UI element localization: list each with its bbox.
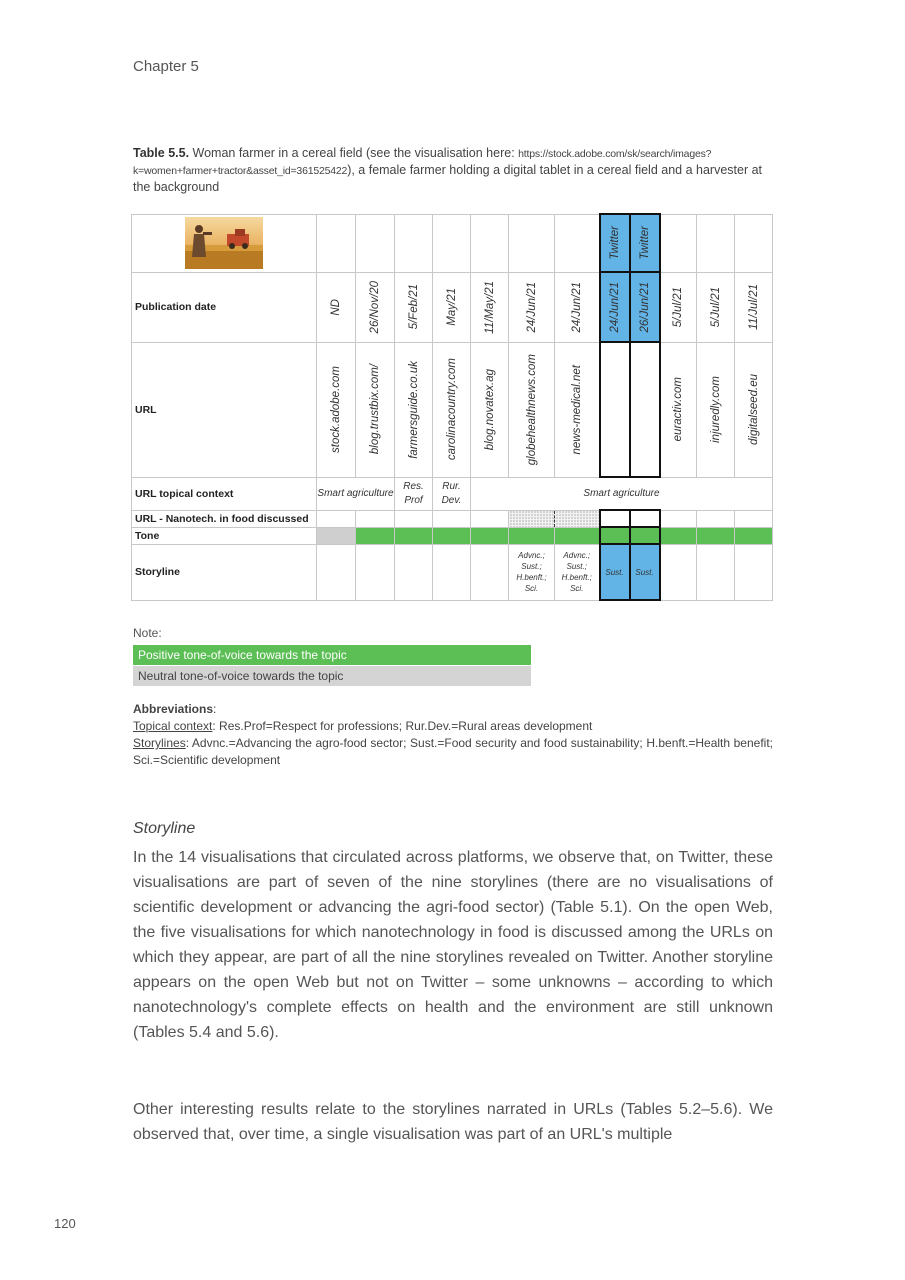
abbr-topical-text: : Res.Prof=Respect for professions; Rur.Dev.=Rural areas development — [212, 719, 593, 733]
abbreviations: Abbreviations: Topical context: Res.Prof=Respect for professions; Rur.Dev.=Rural areas development Storylines: Advnc.=Advancing the agro-food sector; Sust.=Food security and food sustainability; H.benft.=Health benefit; Sci.=Scientific development — [133, 702, 773, 767]
url-cell[interactable]: euractiv.com — [672, 377, 685, 442]
row-label-url: URL — [132, 342, 317, 477]
storyline-cell: Sust. — [630, 544, 660, 600]
date-cell: ND — [330, 298, 342, 316]
url-row — [132, 342, 773, 477]
date-cell: 24/Jun/21 — [525, 281, 538, 333]
tone-positive — [697, 527, 735, 544]
platform-cell — [600, 214, 630, 272]
date-row — [132, 272, 773, 342]
nanotech-row — [132, 510, 773, 527]
tone-neutral — [317, 527, 356, 544]
tone-row — [132, 527, 773, 544]
note-title: Note: — [133, 626, 162, 640]
topical-cell-resprof: Res. Prof — [395, 477, 433, 510]
platform-row — [132, 214, 773, 272]
tone-positive — [433, 527, 471, 544]
abbr-story-label: Storylines — [133, 736, 186, 750]
date-cell: 26/Jun/21 — [638, 281, 651, 333]
chapter-header: Chapter 5 — [133, 58, 199, 75]
date-cell: May/21 — [445, 288, 458, 326]
table-label: Table 5.5. — [133, 146, 190, 160]
row-label-nanotech: URL - Nanotech. in food discussed — [132, 510, 317, 527]
tone-positive — [600, 527, 630, 544]
page-number: 120 — [54, 1216, 76, 1231]
row-label-tone: Tone — [132, 527, 317, 544]
nanotech-marker — [555, 510, 600, 527]
storyline-cell: Advnc.; Sust.; H.benft.; Sci. — [555, 544, 600, 600]
url-cell[interactable]: stock.adobe.com — [330, 366, 342, 453]
url-cell[interactable]: news-medical.net — [570, 364, 583, 455]
row-label-storyline: Storyline — [132, 544, 317, 600]
date-cell: 5/Feb/21 — [407, 284, 420, 330]
legend-neutral: Neutral tone-of-voice towards the topic — [133, 666, 531, 686]
image-cell — [132, 214, 317, 272]
url-cell[interactable]: blog.trustbix.com/ — [369, 364, 381, 455]
tone-positive — [356, 527, 395, 544]
tone-positive — [555, 527, 600, 544]
tone-positive — [630, 527, 660, 544]
date-cell: 26/Nov/20 — [369, 280, 381, 334]
legend-positive: Positive tone-of-voice towards the topic — [133, 645, 531, 665]
url-cell[interactable]: digitalseed.eu — [747, 374, 760, 445]
topical-row — [132, 477, 773, 510]
caption-url[interactable]: https://stock.adobe.com/sk/search/images?k=women+farmer+tractor&asset_id=361525422 — [133, 148, 712, 177]
data-table — [131, 213, 773, 601]
date-cell: 5/Jul/21 — [672, 286, 685, 328]
topical-cell-smart-2: Smart agriculture — [471, 477, 773, 510]
tone-positive — [509, 527, 555, 544]
row-label-pub-date: Publication date — [132, 272, 317, 342]
row-label-topical: URL topical context — [132, 477, 317, 510]
body-paragraph: In the 14 visualisations that circulated across platforms, we observe that, on Twitter, these visualisations are part of seven of the nine storylines (there are no visualisations of scientific development or advancing the agri-food sector) (Table 5.1). On the open Web, the five visualisations for which nanotechnology in food is discussed among the URLs on which they appear, are part of all the nine storylines revealed on Twitter. Another storyline appears on the open Web but not on Twitter – some unknowns – according to which nanotechnology's complete effects on health and the environment are still unknown (Tables 5.4 and 5.6). — [133, 849, 773, 1041]
abbr-story-text: : Advnc.=Advancing the agro-food sector; Sust.=Food security and food sustainability; H.benft.=Health benefit; Sci.=Scientific development — [133, 736, 773, 767]
storyline-cell: Sust. — [600, 544, 630, 600]
table-caption — [133, 145, 773, 195]
abbr-title: Abbreviations — [133, 702, 214, 716]
body-paragraph: Other interesting results relate to the storylines narrated in URLs (Tables 5.2–5.6). We observed that, over time, a single visualisation was part of an URL's multiple — [133, 1101, 773, 1143]
date-cell: 11/Jul/21 — [747, 284, 760, 330]
storyline-cell: Advnc.; Sust.; H.benft.; Sci. — [509, 544, 555, 600]
storyline-row — [132, 544, 773, 600]
url-cell[interactable]: carolinacountry.com — [445, 358, 458, 461]
url-cell[interactable]: globehealthnews.com — [525, 353, 538, 466]
woman-farmer-image — [185, 217, 263, 269]
tone-positive — [471, 527, 509, 544]
url-cell[interactable]: farmersguide.co.uk — [407, 360, 420, 459]
nanotech-marker — [509, 510, 555, 527]
caption-text-1: Woman farmer in a cereal field (see the visualisation here: — [189, 146, 519, 160]
platform-label: Twitter — [608, 226, 621, 260]
topical-cell-rurdev: Rur. Dev. — [433, 477, 471, 510]
date-cell: 24/Jun/21 — [608, 281, 621, 333]
section-heading: Storyline — [133, 820, 196, 837]
date-cell: 24/Jun/21 — [570, 281, 583, 333]
date-cell: 5/Jul/21 — [709, 286, 722, 328]
url-cell[interactable]: blog.novatex.ag — [483, 368, 496, 451]
abbr-topical-label: Topical context — [133, 719, 213, 733]
platform-cell — [630, 214, 660, 272]
tone-positive — [735, 527, 773, 544]
topical-cell-smart: Smart agriculture — [317, 477, 395, 510]
tone-positive — [660, 527, 697, 544]
platform-label: Twitter — [638, 226, 651, 260]
date-cell: 11/May/21 — [483, 280, 496, 334]
tone-positive — [395, 527, 433, 544]
caption-text-2: ), a female farmer holding a digital tablet in a cereal field and a harvester at the background — [133, 163, 763, 194]
url-cell[interactable]: injuredly.com — [709, 376, 722, 443]
